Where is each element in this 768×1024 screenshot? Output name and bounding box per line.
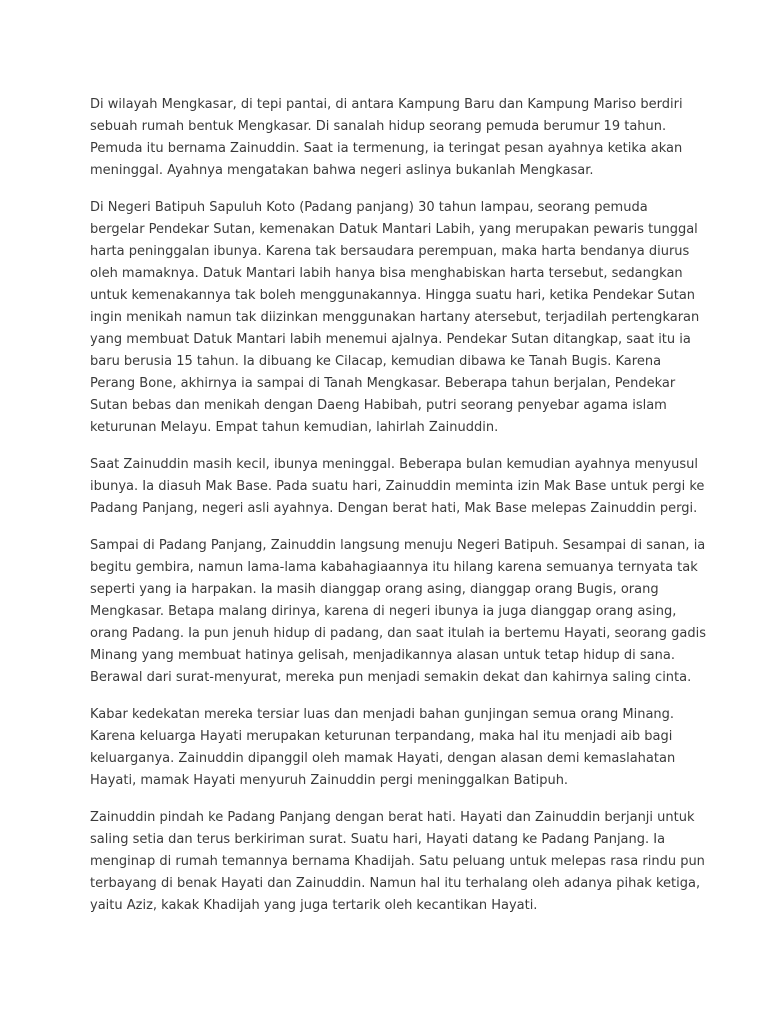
paragraph-5: Kabar kedekatan mereka tersiar luas dan menjadi bahan gunjingan semua orang Minang. Karena keluarga Hayati merupakan keturunan terpandang, maka hal itu menjadi aib bagi keluarganya. Zainuddin dipanggil oleh mamak Hayati, dengan alasan demi kemaslahatan Hayati, mamak Hayati menyuruh Zainuddin pergi meninggalkan Batipuh. (90, 707, 676, 788)
paragraph-3: Saat Zainuddin masih kecil, ibunya meninggal. Beberapa bulan kemudian ayahnya menyusul ibunya. Ia diasuh Mak Base. Pada suatu hari, Zainuddin meminta izin Mak Base untuk pergi ke Padang Panjang, negeri asli ayahnya. Dengan berat hati, Mak Base melepas Zainuddin pergi. (90, 457, 705, 516)
paragraph-1: Di wilayah Mengkasar, di tepi pantai, di antara Kampung Baru dan Kampung Mariso berdiri sebuah rumah bentuk Mengkasar. Di sanalah hidup seorang pemuda berumur 19 tahun. Pemuda itu bernama Zainuddin. Saat ia termenung, ia teringat pesan ayahnya ketika akan meninggal. Ayahnya mengatakan bahwa negeri aslinya bukanlah Mengkasar. (90, 97, 683, 178)
paragraph-6: Zainuddin pindah ke Padang Panjang dengan berat hati. Hayati dan Zainuddin berjanji untuk saling setia dan terus berkiriman surat. Suatu hari, Hayati datang ke Padang Panjang. Ia menginap di rumah temannya bernama Khadijah. Satu peluang untuk melepas rasa rindu pun terbayang di benak Hayati dan Zainuddin. Namun hal itu terhalang oleh adanya pihak ketiga, yaitu Aziz, kakak Khadijah yang juga tertarik oleh kecantikan Hayati. (90, 810, 705, 913)
paragraph-2: Di Negeri Batipuh Sapuluh Koto (Padang panjang) 30 tahun lampau, seorang pemuda bergelar Pendekar Sutan, kemenakan Datuk Mantari Labih, yang merupakan pewaris tunggal harta peninggalan ibunya. Karena tak bersaudara perempuan, maka harta bendanya diurus oleh mamaknya. Datuk Mantari labih hanya bisa menghabiskan harta tersebut, sedangkan untuk kemenakannya tak boleh menggunakannya. Hingga suatu hari, ketika Pendekar Sutan ingin menikah namun tak diizinkan menggunakan hartany atersebut, terjadilah pertengkaran yang membuat Datuk Mantari labih menemui ajalnya. Pendekar Sutan ditangkap, saat itu ia baru berusia 15 tahun. Ia dibuang ke Cilacap, kemudian dibawa ke Tanah Bugis. Karena Perang Bone, akhirnya ia sampai di Tanah Mengkasar. Beberapa tahun berjalan, Pendekar Sutan bebas dan menikah dengan Daeng Habibah, putri seorang penyebar agama islam keturunan Melayu. Empat tahun kemudian, lahirlah Zainuddin. (90, 200, 700, 435)
paragraph-4: Sampai di Padang Panjang, Zainuddin langsung menuju Negeri Batipuh. Sesampai di sanan, ia begitu gembira, namun lama-lama kabahagiaannya itu hilang karena semuanya ternyata tak seperti yang ia harpakan. Ia masih dianggap orang asing, dianggap orang Bugis, orang Mengkasar. Betapa malang dirinya, karena di negeri ibunya ia juga dianggap orang asing, orang Padang. Ia pun jenuh hidup di padang, dan saat itulah ia bertemu Hayati, seorang gadis Minang yang membuat hatinya gelisah, menjadikannya alasan untuk tetap hidup di sana. Berawal dari surat-menyurat, mereka pun menjadi semakin dekat dan kahirnya saling cinta. (90, 538, 707, 685)
